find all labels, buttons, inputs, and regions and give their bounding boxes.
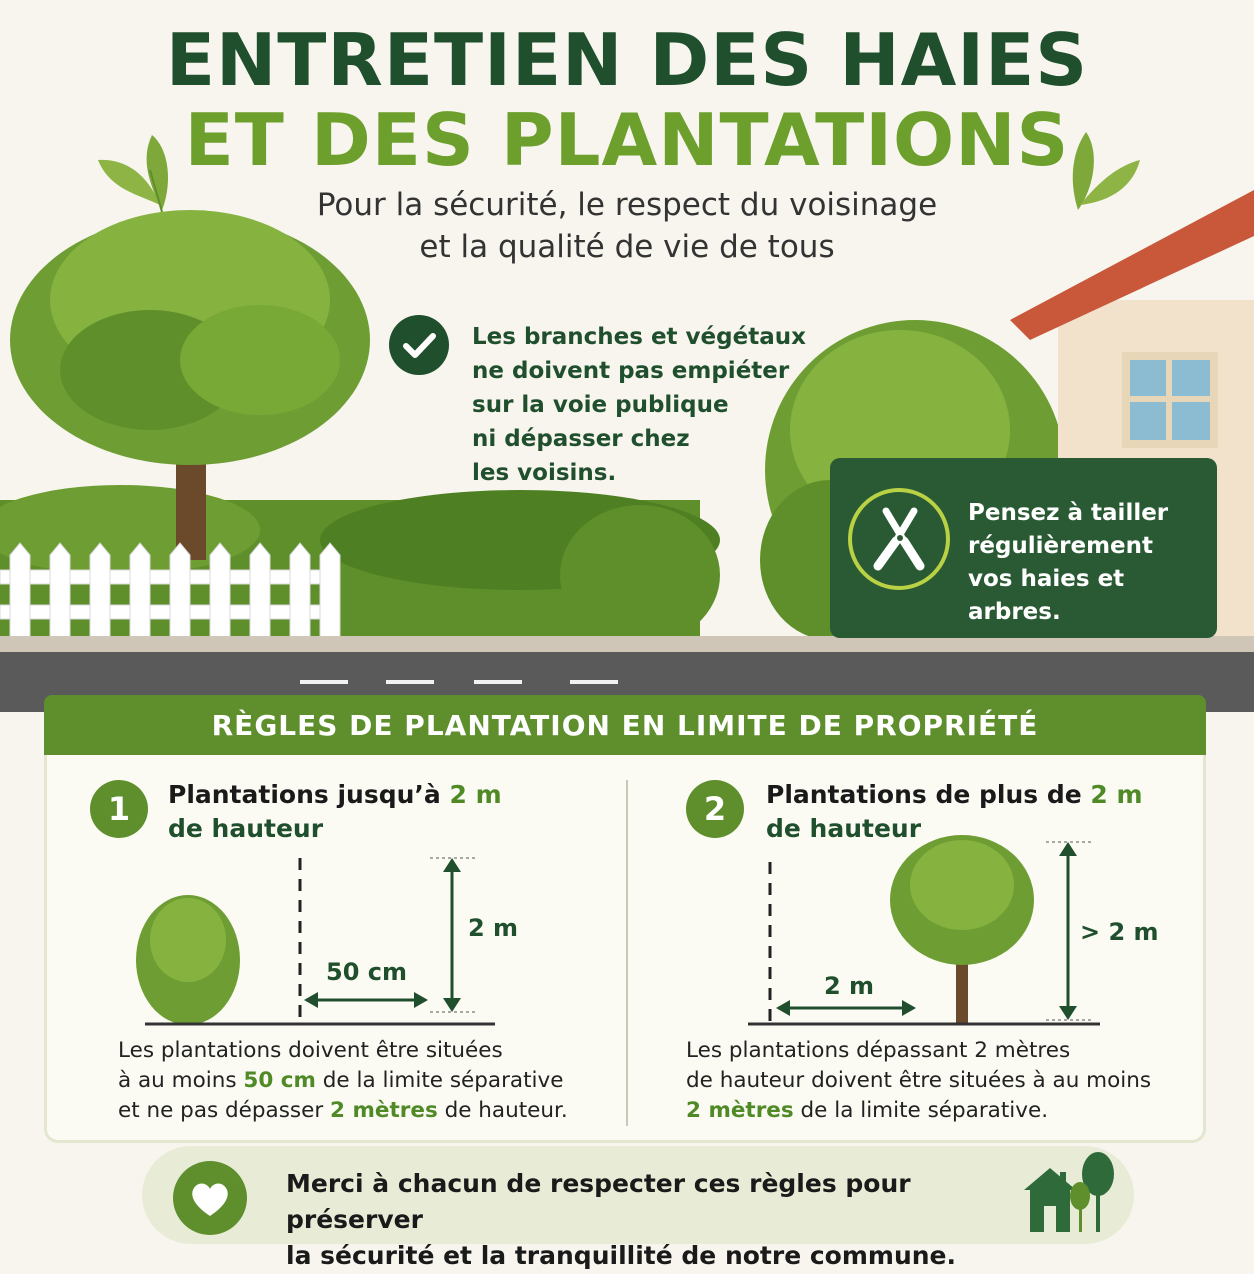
rule-2-description: Les plantations dépassant 2 mètres de hauteur doivent être situées à au moins 2 mètres de la limite séparative. xyxy=(686,1038,1152,1123)
subtitle-line-2: et la qualité de vie de tous xyxy=(419,229,835,265)
rule-1-badge: 1 xyxy=(90,780,148,838)
rule-2-badge: 2 xyxy=(686,780,744,838)
rule-2-height-label: > 2 m xyxy=(1080,918,1159,946)
tip-text xyxy=(968,497,1213,629)
rule-1-diagram xyxy=(130,850,510,1030)
tip-line: régulièrement xyxy=(968,533,1154,559)
heart-icon xyxy=(172,1160,248,1236)
tree-icon xyxy=(890,835,1034,1024)
notice-line: ne doivent pas empiéter xyxy=(472,358,790,384)
notice-text xyxy=(472,320,812,490)
rule-1-distance-label: 50 cm xyxy=(326,958,407,986)
notice-line: Les branches et végétaux xyxy=(472,324,806,350)
rules-header: RÈGLES DE PLANTATION EN LIMITE DE PROPRIÉTÉ xyxy=(44,695,1206,755)
title-line-2: ET DES PLANTATIONS xyxy=(184,98,1070,182)
rule-2-title: Plantations de plus de 2 m de hauteur xyxy=(766,780,1143,843)
house-and-tree-icon xyxy=(1020,1148,1116,1236)
rule-2-distance-label: 2 m xyxy=(824,972,875,1000)
notice-line: ni dépasser chez xyxy=(472,426,690,452)
shrub-icon xyxy=(136,895,240,1025)
notice-line: les voisins. xyxy=(472,460,617,486)
subtitle-line-1: Pour la sécurité, le respect du voisinage xyxy=(316,187,938,223)
title-line-1: ENTRETIEN DES HAIES xyxy=(165,18,1089,102)
rule-1-description: Les plantations doivent être situées à au moins 50 cm de la limite séparative et ne pas dépasser 2 mètres de hauteur. xyxy=(118,1038,568,1123)
rule-1-height-label: 2 m xyxy=(468,914,519,942)
notice-line: sur la voie publique xyxy=(472,392,729,418)
pruning-shears-icon xyxy=(846,486,952,592)
footer-text: Merci à chacun de respecter ces règles pour préserver la sécurité et la tranquillité de notre commune. xyxy=(286,1169,956,1270)
rule-2-diagram xyxy=(740,830,1110,1030)
tip-line: Pensez à tailler xyxy=(968,500,1169,526)
check-icon xyxy=(388,314,450,376)
subtitle xyxy=(0,184,1254,268)
tip-line: vos haies et arbres. xyxy=(968,566,1125,625)
rules-divider xyxy=(626,780,628,1126)
rule-1-title: Plantations jusqu’à 2 m de hauteur xyxy=(168,780,502,843)
